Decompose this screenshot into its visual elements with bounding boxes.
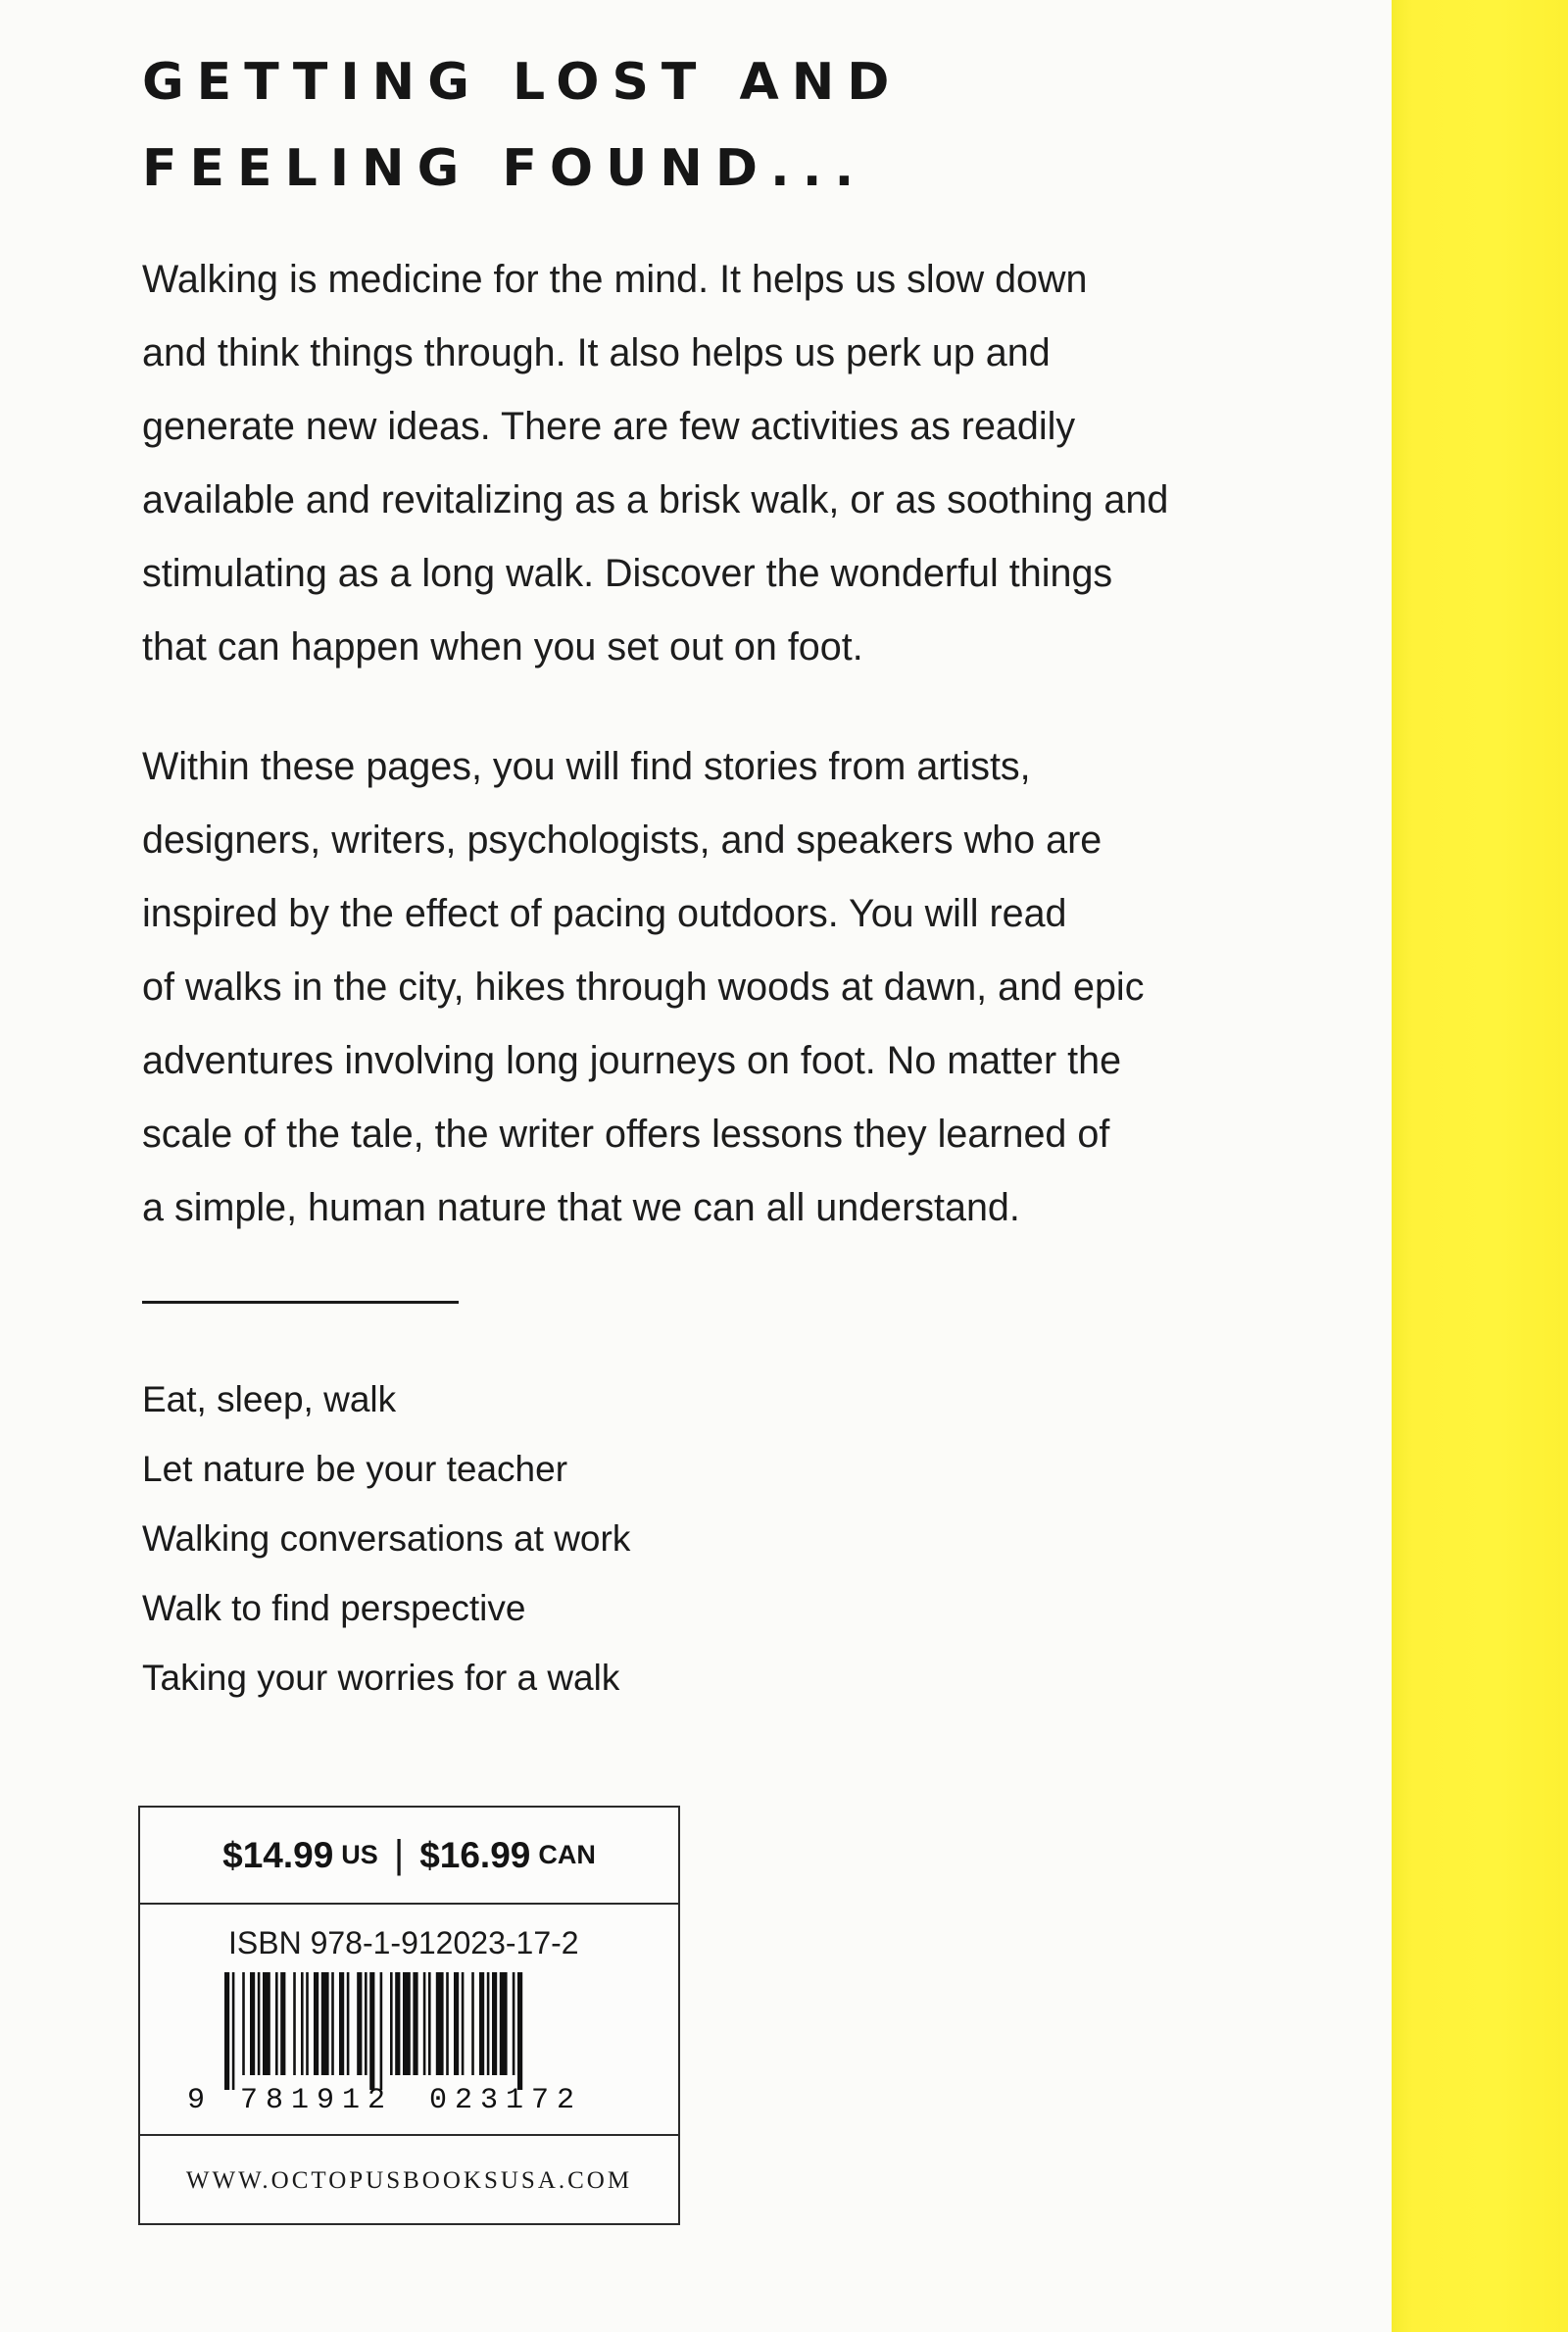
barcode-digit-first: 9	[187, 2084, 206, 2114]
paragraph-line: scale of the tale, the writer offers lessons they learned of	[142, 1113, 1110, 1156]
topic-item: Taking your worries for a walk	[142, 1658, 620, 1698]
barcode-bar	[275, 1972, 278, 2075]
heading-line: GETTING LOST AND	[142, 53, 903, 112]
barcode-bar	[258, 1972, 261, 2075]
barcode-digits-right: 023172	[429, 2084, 583, 2114]
barcode-bar	[306, 1972, 309, 2075]
topic-item: Eat, sleep, walk	[142, 1379, 397, 1419]
barcode-bar	[293, 1972, 296, 2075]
price-barcode-box	[138, 1806, 680, 2225]
barcode-bar	[479, 1972, 484, 2075]
paragraph-line: generate new ideas. There are few activities as readily	[142, 405, 1076, 448]
paragraph-line: Walking is medicine for the mind. It helps us slow down	[142, 258, 1088, 301]
yellow-spine-edge	[1392, 0, 1568, 2332]
topic-item: Walk to find perspective	[142, 1588, 526, 1628]
intro-paragraph	[142, 243, 1200, 684]
paragraph-line: designers, writers, psychologists, and speakers who are	[142, 819, 1102, 862]
barcode-bar	[395, 1972, 400, 2075]
barcode-bar	[390, 1972, 393, 2075]
barcode-bar	[331, 1972, 334, 2075]
barcode-bar	[403, 1972, 411, 2075]
cover-heading	[142, 39, 902, 212]
barcode-digits-left: 781912	[240, 2084, 394, 2114]
paragraph-line: and think things through. It also helps us perk up and	[142, 331, 1051, 374]
barcode-bar	[423, 1972, 426, 2075]
paragraph-line: a simple, human nature that we can all understand.	[142, 1186, 1020, 1229]
paragraph-line: Within these pages, you will find stories from artists,	[142, 745, 1031, 788]
stories-paragraph	[142, 730, 1200, 1245]
us-price: $14.99	[222, 1834, 334, 1875]
barcode-bar	[357, 1972, 362, 2075]
barcode-bar	[263, 1972, 270, 2075]
barcode-bar	[471, 1972, 474, 2075]
barcode-bar	[413, 1972, 417, 2075]
isbn-text: ISBN 978-1-912023-17-2	[228, 1925, 579, 1960]
barcode-bar	[428, 1972, 431, 2075]
paragraph-line: of walks in the city, hikes through woods at dawn, and epic	[142, 966, 1145, 1009]
barcode-bar	[280, 1972, 285, 2075]
barcode-bar	[365, 1972, 368, 2075]
barcode-bar	[339, 1972, 344, 2075]
barcode-bar	[301, 1972, 304, 2075]
barcode-bar	[446, 1972, 449, 2075]
topic-list	[142, 1364, 630, 1712]
barcode-bar	[462, 1972, 465, 2075]
barcode-bar	[436, 1972, 444, 2075]
barcode-bar	[500, 1972, 508, 2075]
can-price: $16.99	[419, 1834, 531, 1875]
heading-line: FEELING FOUND...	[142, 139, 867, 198]
price-row	[140, 1808, 678, 1905]
barcode-bar	[347, 1972, 350, 2075]
barcode-bar	[242, 1972, 245, 2075]
paragraph-line: available and revitalizing as a brisk walk, or as soothing and	[142, 478, 1169, 521]
paragraph-line: inspired by the effect of pacing outdoors. You will read	[142, 892, 1067, 935]
topic-item: Let nature be your teacher	[142, 1449, 568, 1489]
barcode-bar	[492, 1972, 497, 2075]
barcode-bar	[369, 1972, 374, 2090]
barcode-bar	[517, 1972, 522, 2090]
barcode-bar	[232, 1972, 235, 2090]
price-separator: |	[393, 1833, 405, 1876]
barcode-bar	[250, 1972, 255, 2075]
barcode-bar	[321, 1972, 329, 2075]
paragraph-line: that can happen when you set out on foot.	[142, 625, 863, 669]
barcode-bar	[454, 1972, 459, 2075]
can-currency-label: CAN	[538, 1840, 596, 1869]
topic-item: Walking conversations at work	[142, 1518, 631, 1559]
paragraph-line: stimulating as a long walk. Discover the wonderful things	[142, 552, 1113, 595]
barcode-bar	[224, 1972, 229, 2090]
barcode	[179, 1972, 640, 2114]
us-currency-label: US	[341, 1840, 378, 1869]
barcode-bar	[487, 1972, 490, 2075]
section-divider	[142, 1301, 459, 1304]
publisher-website: WWW.OCTOPUSBOOKSUSA.COM	[140, 2134, 678, 2225]
barcode-bar	[314, 1972, 318, 2075]
paragraph-line: adventures involving long journeys on foot. No matter the	[142, 1039, 1122, 1082]
barcode-bar	[513, 1972, 515, 2075]
barcode-bar	[380, 1972, 383, 2090]
